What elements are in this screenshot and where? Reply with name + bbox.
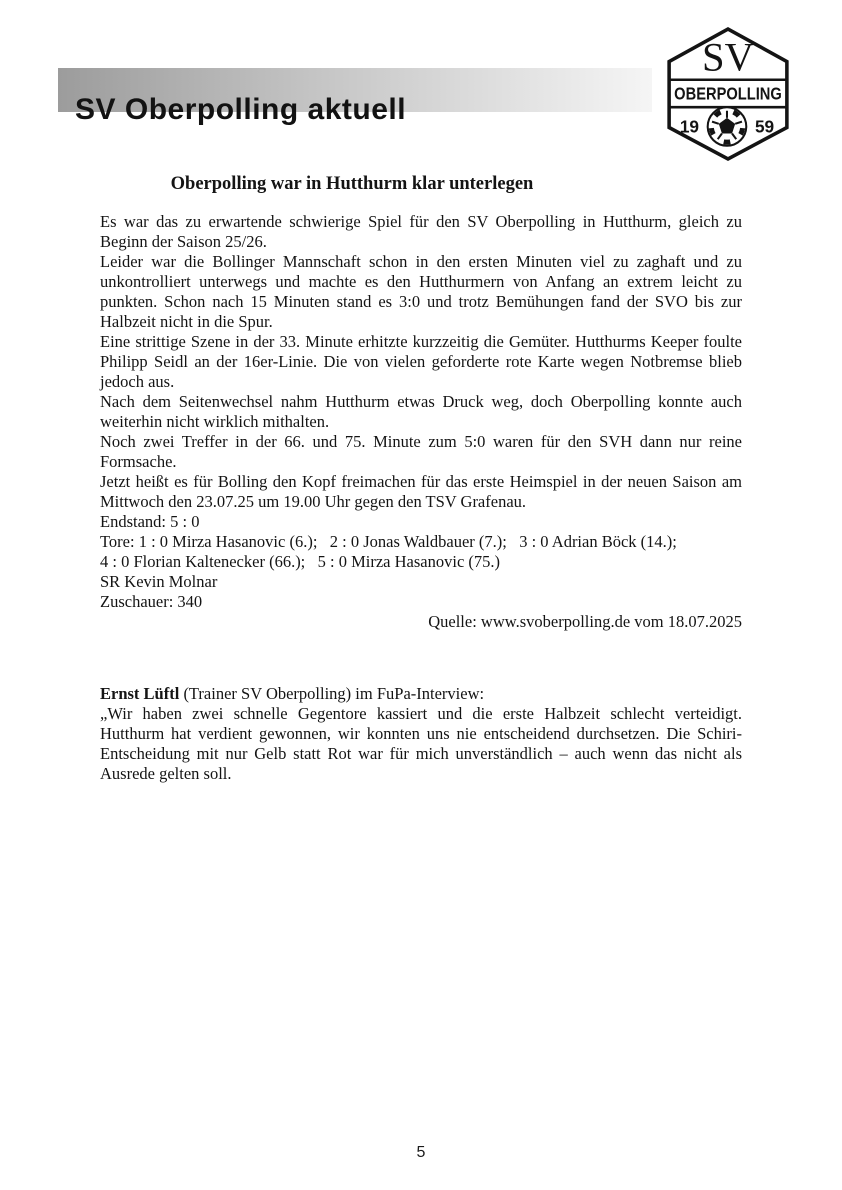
text-line: weiterhin nicht wirklich mithalten. [100,412,330,431]
badge-club-name: OBERPOLLING [674,83,782,104]
text-line: Halbzeit nicht in die Spur. [100,312,273,331]
text-line: 4 : 0 Florian Kaltenecker (66.); 5 : 0 Mirza Hasanovic (75.) [100,552,501,571]
text-line: punkten. Schon nach 15 Minuten stand es 3:0 und trotz Bemühungen fand der SVO bis zur [100,292,742,311]
text-line: Nach dem Seitenwechsel nahm Hutthurm etwas Druck weg, doch Oberpolling konnte auch [100,392,742,411]
text-line: jedoch aus. [100,372,175,391]
text-line: Jetzt heißt es für Bolling den Kopf freimachen für das erste Heimspiel in der neuen Saison am [100,472,742,491]
text-line: Hutthurm hat verdient gewonnen, wir konnten uns nie entscheidend durchsetzen. Die Schiri- [100,724,742,743]
soccer-ball-icon [708,107,747,146]
text-line: SR Kevin Molnar [100,572,218,591]
text-line: Entscheidung mit nur Gelb statt Rot war für mich unverständlich – auch wenn das nicht als [100,744,742,763]
text-line: Endstand: 5 : 0 [100,512,200,531]
text-line: Eine strittige Szene in der 33. Minute erhitzte kurzzeitig die Gemüter. Hutthurms Keeper foulte [100,332,742,351]
text-line: Philipp Seidl an der 16er-Linie. Die von vielen geforderte rote Karte wegen Notbremse blieb [100,352,742,371]
text-line: Leider war die Bollinger Mannschaft schon in den ersten Minuten viel zu zaghaft und zu [100,252,742,271]
club-badge [666,27,790,161]
text-line: Zuschauer: 340 [100,592,203,611]
text-line: Ausrede gelten soll. [100,764,232,783]
badge-year-right: 59 [754,116,775,137]
text-line: unkontrolliert unterwegs und machte es den Hutthurmern von Anfang an extrem leicht zu [100,272,742,291]
text-line: Mittwoch den 23.07.25 um 19.00 Uhr gegen den TSV Grafenau. [100,492,527,511]
text-line: Noch zwei Treffer in der 66. und 75. Minute zum 5:0 waren für den SVH dann nur reine [100,432,742,451]
text-line: Quelle: www.svoberpolling.de vom 18.07.2025 [428,612,742,631]
text-line: Beginn der Saison 25/26. [100,232,267,251]
text-line: Formsache. [100,452,177,471]
masthead-title: SV Oberpolling aktuell [75,93,407,126]
badge-initials: SV [702,34,754,80]
text-line: Tore: 1 : 0 Mirza Hasanovic (6.); 2 : 0 Jonas Waldbauer (7.); 3 : 0 Adrian Böck (14.); [100,532,677,551]
badge-year-left: 19 [679,116,700,137]
interview-section [100,684,742,784]
page-number: 5 [416,1144,426,1161]
text-line: „Wir haben zwei schnelle Gegentore kassiert und die erste Halbzeit schlecht verteidigt. [100,704,742,723]
text-line: Es war das zu erwartende schwierige Spiel für den SV Oberpolling in Hutthurm, gleich zu [100,212,742,231]
article-body [100,212,742,632]
article-title: Oberpolling war in Hutthurm klar unterlegen [170,174,534,194]
text-line: Ernst Lüftl (Trainer SV Oberpolling) im FuPa-Interview: [100,684,485,703]
